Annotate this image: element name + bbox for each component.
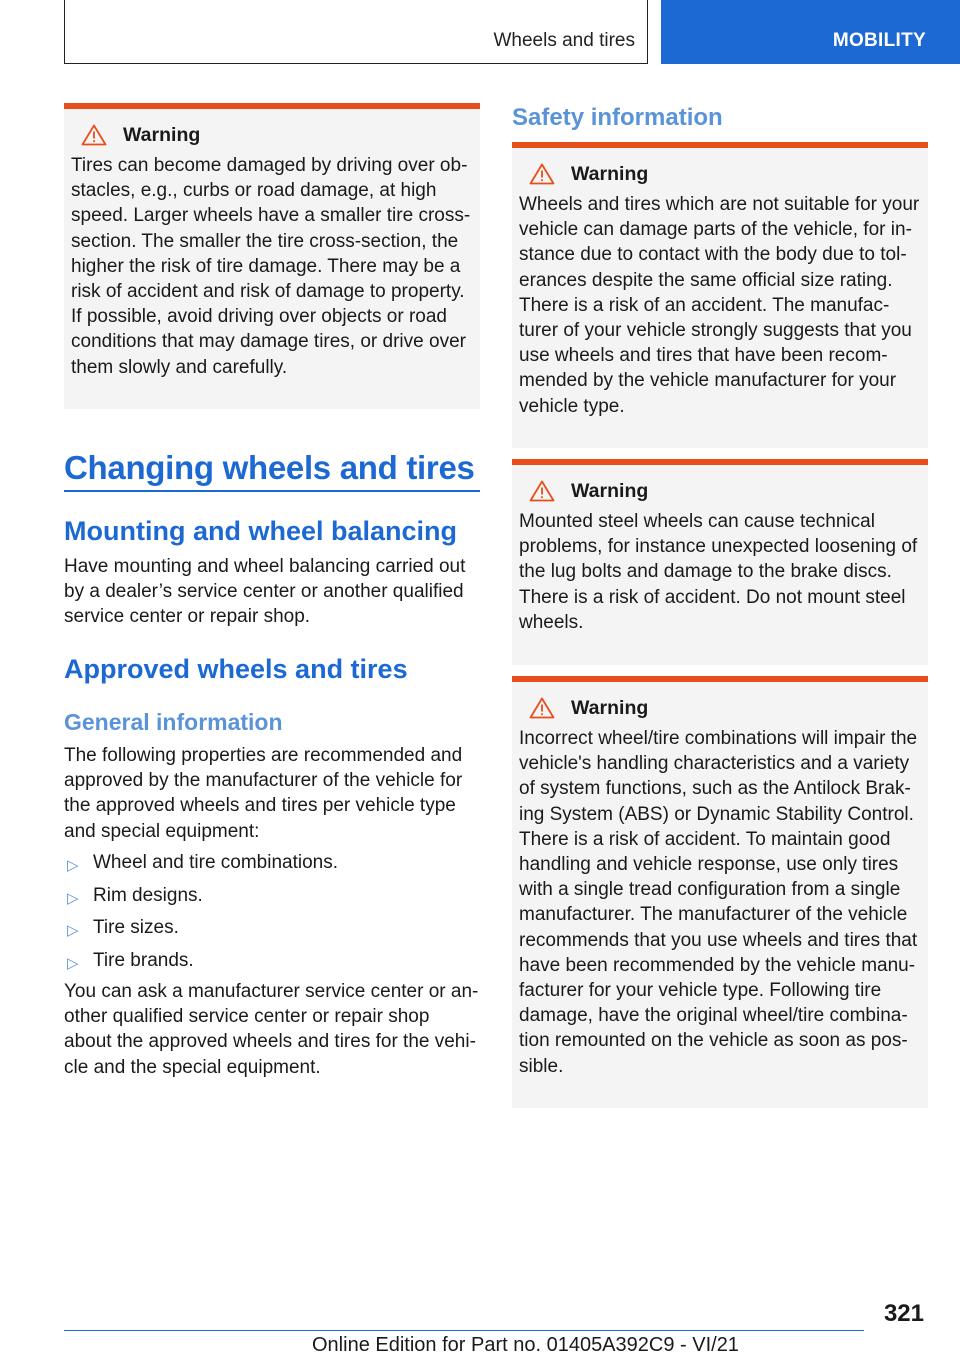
warning-triangle-icon xyxy=(81,124,107,146)
triangle-bullet-icon: ▷ xyxy=(67,857,79,874)
chapter-title: Changing wheels and tires xyxy=(64,449,475,486)
paragraph-mounting: Have mounting and wheel balancing carried out by a dealer’s service center or another qualified service center or repair shop. xyxy=(64,556,466,628)
triangle-bullet-icon: ▷ xyxy=(67,954,79,972)
heading-approved-wheels: Approved wheels and tires xyxy=(64,654,408,684)
header-chapter-tab[interactable] xyxy=(661,0,960,64)
header-section-box xyxy=(64,0,648,64)
warning-title: Warning xyxy=(571,696,649,719)
triangle-bullet-icon: ▷ xyxy=(67,889,79,907)
list-item: ▷ Rim designs. xyxy=(64,883,480,916)
warning-triangle-icon xyxy=(529,163,555,185)
list-item: ▷ Tire brands. xyxy=(64,948,480,981)
paragraph-approved-intro: The following properties are recommended and approved by the manufacturer of the vehicle for the approved wheels and tires per vehicle type and special equipment: xyxy=(64,745,463,842)
approved-properties-list xyxy=(64,850,480,980)
warning-title: Warning xyxy=(571,479,649,502)
heading-safety-information: Safety information xyxy=(512,104,723,131)
paragraph-approved-outro: You can ask a manufacturer service center or another qualified service center or repair shop about the approved wheels and tires for the vehicle and the special equipment. xyxy=(64,981,479,1078)
warning-box-tire-combinations xyxy=(512,676,928,1108)
warning-box-unsuitable-wheels xyxy=(512,142,928,448)
warning-triangle-icon xyxy=(529,697,555,719)
warning-text: Wheels and tires which are not suitable for your vehicle can damage parts of the vehicle, for instance due to contact with the body due to tolerances despite the same official size rating. There is a risk of an accident. The manufacturer of your vehicle strongly suggests that you use wheels and tires that have been recommended by the vehicle manufacturer for your vehicle type. xyxy=(519,194,920,417)
header-section-title: Wheels and tires xyxy=(493,30,635,51)
subheading-general-information: General information xyxy=(64,709,283,735)
page-number: 321 xyxy=(883,1300,924,1327)
list-item: ▷ Wheel and tire combinations. xyxy=(64,850,480,883)
header-chapter-label: MOBILITY xyxy=(832,30,926,51)
triangle-bullet-icon: ▷ xyxy=(67,922,79,939)
warning-title: Warning xyxy=(123,123,201,146)
heading-mounting: Mounting and wheel balancing xyxy=(64,516,458,546)
list-item: ▷ Tire sizes. xyxy=(64,915,480,948)
chapter-title-rule xyxy=(64,490,480,492)
footer-rule xyxy=(64,1330,864,1331)
footer-edition: Online Edition for Part no. 01405A392C9 - VI/21 xyxy=(312,1334,739,1356)
warning-box-steel-wheels xyxy=(512,459,928,665)
warning-box-tire-damage xyxy=(64,103,480,409)
warning-text: Mounted steel wheels can cause technical problems, for instance unexpected loosening of the lug bolts and damage to the brake discs. There is a risk of accident. Do not mount steel wheels. xyxy=(519,511,918,633)
warning-title: Warning xyxy=(571,162,649,185)
warning-text: Incorrect wheel/tire combinations will impair the vehicle's handling characteristics and a variety of system functions, such as the Antilock Braking System (ABS) or Dynamic Stability Control. There is a risk of accident. To maintain good handling and vehicle response, use only tires with a single tread configuration from a single manufacturer. The manufacturer of the vehicle recommends that you use wheels and tires that have been recommended by the vehicle manufacturer for your vehicle type. Following tire damage, have the original wheel/tire combination remounted on the vehicle as soon as possible. xyxy=(519,728,918,1077)
warning-triangle-icon xyxy=(529,480,555,502)
warning-text: Tires can become damaged by driving over obstacles, e.g., curbs or road damage, at high speed. Larger wheels have a smaller tire cross-section. The smaller the tire cross-section, the higher the risk of tire damage. There may be a risk of accident and risk of damage to property. If possible, avoid driving over objects or road conditions that may damage tires, or drive over them slowly and carefully. xyxy=(71,155,471,378)
